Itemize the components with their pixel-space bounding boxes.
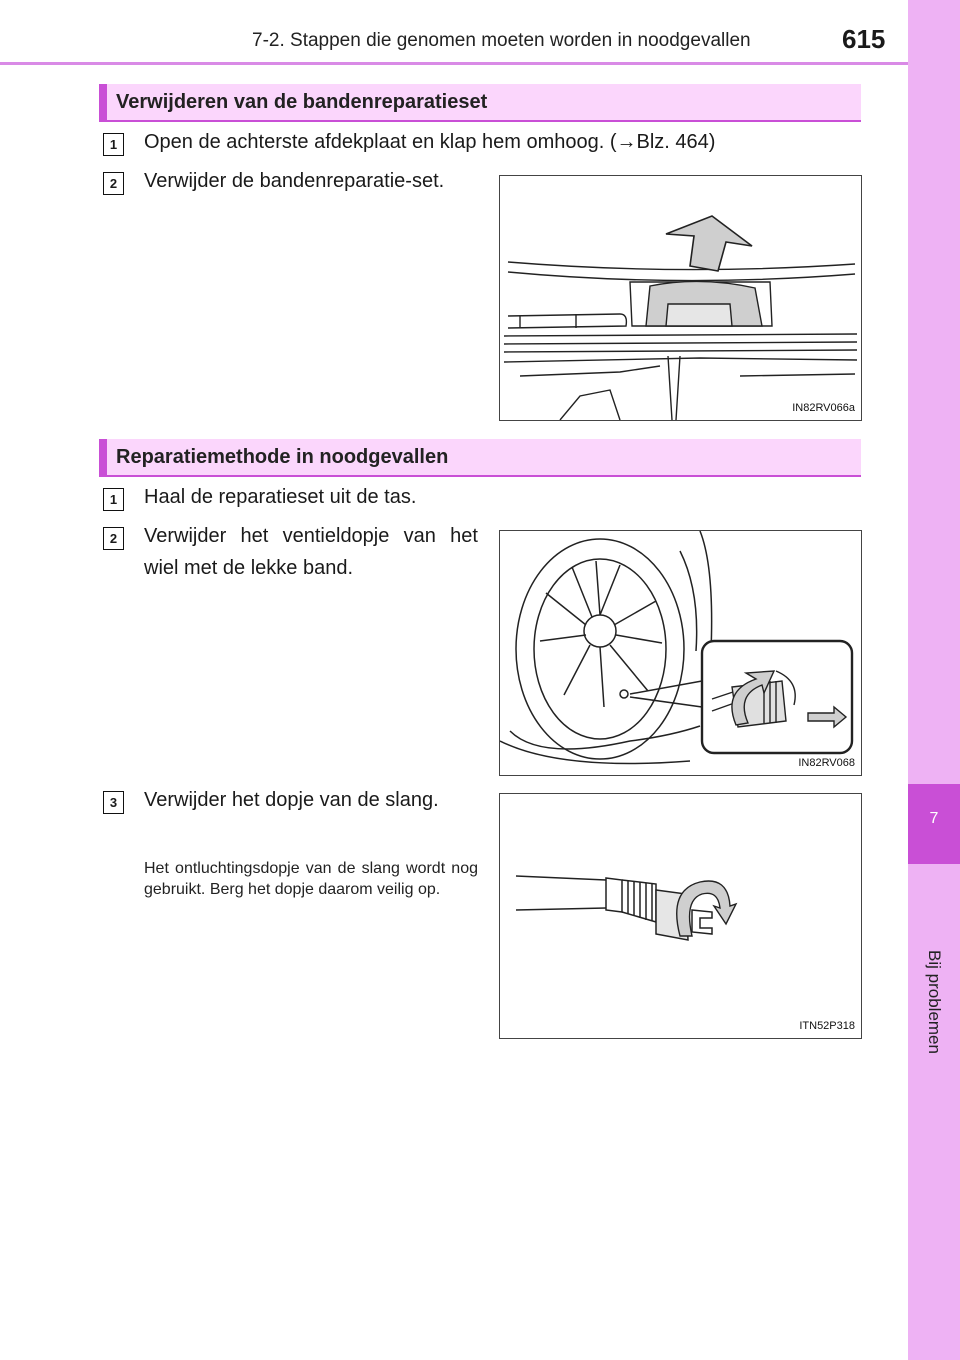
illustration-wheel-valve [499, 530, 862, 776]
step-number: 3 [103, 791, 124, 814]
image-code: IN82RV068 [798, 757, 855, 769]
step-text: Verwijder het dopje van de slang. [144, 789, 439, 811]
luggage-floor-drawing [500, 176, 861, 420]
illustration-luggage-floor [499, 175, 862, 421]
step-text: Haal de reparatieset uit de tas. [144, 486, 417, 508]
step-note: Het ontluchtingsdopje van de slang wordt nog gebruikt. Berg het dopje daarom veilig op. [144, 860, 478, 898]
step-number: 2 [103, 172, 124, 195]
section-header [99, 84, 861, 120]
step-text: Verwijder het ventieldopje van het wiel met de lekke band. [144, 525, 478, 579]
wheel-valve-drawing [500, 531, 861, 775]
step-number: 1 [103, 488, 124, 511]
image-code: ITN52P318 [799, 1020, 855, 1032]
page-number: 615 [842, 24, 886, 54]
step-text: Open de achterste afdekplaat en klap hem omhoog. (→Blz. 464) [144, 131, 716, 153]
section-title: Reparatiemethode in noodgevallen [116, 446, 449, 468]
side-tab [908, 0, 960, 1360]
illustration-hose-cap [499, 793, 862, 1039]
step-text: Verwijder de bandenreparatie-set. [144, 170, 445, 192]
hose-cap-drawing [500, 794, 861, 1038]
header-rule [0, 62, 908, 65]
header-title: 7-2. Stappen die genomen moeten worden in noodgevallen [252, 30, 751, 51]
step-number: 1 [103, 133, 124, 156]
section-title: Verwijderen van de bandenreparatieset [116, 91, 488, 113]
step-number: 2 [103, 527, 124, 550]
image-code: IN82RV066a [792, 402, 855, 414]
chapter-label: Bij problemen [925, 950, 944, 1054]
section-header [99, 439, 861, 475]
chapter-number: 7 [929, 810, 939, 827]
